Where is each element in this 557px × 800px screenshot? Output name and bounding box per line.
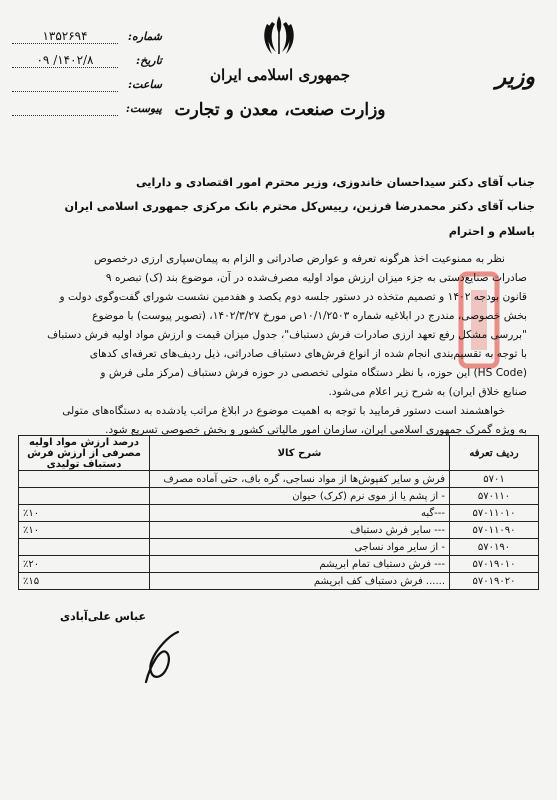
row-code: ۵۷۰۱۱۰۹۰ — [450, 522, 539, 539]
row-desc: ---گبه — [150, 505, 450, 522]
letter-meta — [12, 24, 162, 120]
table-row — [19, 471, 539, 488]
attachment-value — [12, 101, 118, 116]
closing-line: خواهشمند است دستور فرمایید با توجه به اهمیت موضوع در ابلاغ مراتب یادشده به دستگاه‌های متولی — [62, 405, 505, 417]
body-line: (HS Code) این حوزه، با نظر دستگاه متولی تخصصی در حوزه فرش دستباف (مرکز ملی فرش و — [100, 367, 527, 379]
iran-emblem-icon — [262, 14, 296, 58]
row-desc: --- فرش دستباف تمام ابریشم — [150, 556, 450, 573]
date-label: تاریخ: — [136, 53, 162, 67]
body-line: صنایع خلاق ایران) به شرح زیر اعلام می‌شود. — [328, 386, 527, 398]
republic-title: جمهوری اسلامی ایران — [209, 66, 351, 84]
addressee-2: جناب آقای دکتر محمدرضا فرزین، رییس‌کل محترم بانک مرکزی جمهوری اسلامی ایران — [64, 200, 535, 213]
number-row — [12, 24, 162, 48]
date-value: ۱۴۰۲/۸/ ۰۹ — [12, 53, 118, 68]
letter-body — [22, 250, 527, 440]
table-row — [19, 522, 539, 539]
ministry-title: وزارت صنعت، معدن و تجارت — [174, 100, 386, 120]
body-line: با توجه به تقسیم‌بندی انجام شده از انواع فرش‌های دستباف صادراتی، ذیل ردیف‌های تعرفه‌ای کدهای — [89, 348, 527, 360]
row-desc: - از سایر مواد نساجی — [150, 539, 450, 556]
tariff-table — [18, 435, 539, 590]
table-row — [19, 505, 539, 522]
table-row — [19, 539, 539, 556]
handwritten-signature-icon — [138, 626, 193, 686]
table-row — [19, 556, 539, 573]
number-label: شماره: — [127, 29, 162, 43]
table-row — [19, 488, 539, 505]
greeting: باسلام و احترام — [448, 225, 535, 238]
date-row — [12, 48, 162, 72]
row-code: ۵۷۰۱۱۰ — [450, 488, 539, 505]
time-value — [12, 77, 118, 92]
addressee-1: جناب آقای دکتر سیداحسان خاندوزی، وزیر محترم امور اقتصادی و دارایی — [135, 176, 535, 189]
attachment-row — [12, 96, 162, 120]
row-pct: ٪۱۰ — [19, 522, 150, 539]
row-code: ۵۷۰۱۹۰ — [450, 539, 539, 556]
row-pct — [19, 471, 150, 488]
row-pct — [19, 539, 150, 556]
row-code: ۵۷۰۱ — [450, 471, 539, 488]
row-pct: ٪۱۵ — [19, 573, 150, 590]
row-desc: --- سایر فرش دستباف — [150, 522, 450, 539]
number-value: ۱۳۵۲۶۹۴ — [12, 29, 118, 44]
row-desc: ...... فرش دستباف کف ابریشم — [150, 573, 450, 590]
body-line: قانون بودجه ۱۴۰۲ و تصمیم متخذه در دستور جلسه دوم یکصد و هفدمین نشست شورای گفت‌وگوی دولت و — [59, 291, 527, 303]
row-pct: ٪۱۰ — [19, 505, 150, 522]
row-pct — [19, 488, 150, 505]
table-row — [19, 573, 539, 590]
body-line: صادرات صنایع‌دستی به جزء میزان ارزش مواد اولیه مصرف‌شده در آن، موضوع بند (ک) تبصره ۹ — [105, 272, 527, 284]
row-desc: فرش و سایر کفپوش‌ها از مواد نساجی، گره باف، حتی آماده مصرف — [150, 471, 450, 488]
body-line: "بررسی مشکل رفع تعهد ارزی صادرات فرش دستباف"، جدول میزان قیمت و ارزش مواد اولیه فرش دستباف — [47, 329, 527, 341]
minister-title: وزیر — [495, 64, 535, 90]
row-code: ۵۷۰۱۹۰۱۰ — [450, 556, 539, 573]
header-code: ردیف تعرفه — [450, 436, 539, 471]
time-row — [12, 72, 162, 96]
header-pct: درصد ارزش مواد اولیه مصرفی از ارزش فرش دستباف تولیدی — [19, 436, 150, 471]
body-line: بخش خصوصی، مندرج در ابلاغیه شماره ۱۰/۱/۲۵۰۳ص مورخ ۱۴۰۲/۳/۲۷، (تصویر پیوست) با موضوع — [92, 310, 527, 322]
row-code: ۵۷۰۱۹۰۲۰ — [450, 573, 539, 590]
attachment-label: پیوست: — [125, 101, 162, 115]
row-pct: ٪۲۰ — [19, 556, 150, 573]
closing-line: به ویژه گمرک جمهوری اسلامی ایران، سازمان امور مالیاتی کشور و بخش خصوصی تسریع شود. — [105, 424, 527, 436]
row-code: ۵۷۰۱۱۰۱۰ — [450, 505, 539, 522]
body-line: نظر به ممنوعیت اخذ هرگونه تعرفه و عوارض صادراتی و الزام به پیمان‌سپاری ارزی درخصوص — [93, 253, 505, 265]
time-label: ساعت: — [128, 77, 162, 91]
header-desc: شرح کالا — [150, 436, 450, 471]
row-desc: - از پشم یا از موی نرم (کرک) حیوان — [150, 488, 450, 505]
table-header-row — [19, 436, 539, 471]
signatory-name: عباس علی‌آبادی — [60, 610, 147, 623]
